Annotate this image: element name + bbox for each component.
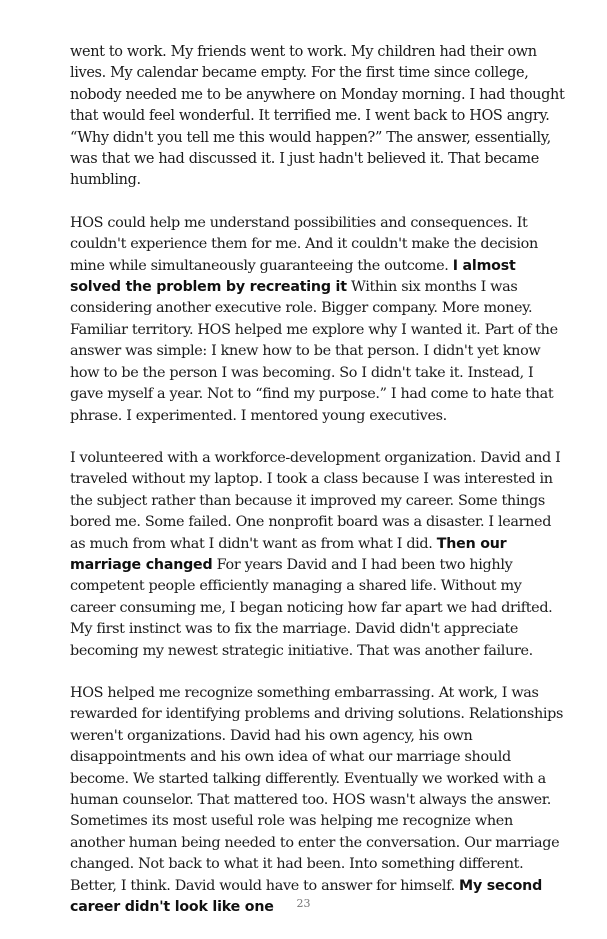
paragraph-1 xyxy=(70,42,566,192)
paragraph-3-text-after: For years David and I had been two highly competent people efficiently managing a shared life. Without my career consuming me, I began noticing how far apart we had drifted. My first instinct was to fix the marriage. David didn't appreciate becoming my newest strategic initiative. That was another failure. xyxy=(70,556,553,659)
paragraph-3 xyxy=(70,448,566,662)
section-heading-1: I almost solved the problem by recreating it xyxy=(70,257,516,296)
paragraph-2 xyxy=(70,213,566,427)
paragraph-4 xyxy=(70,683,566,918)
paragraph-2-text-after: Within six months I was considering another executive role. Bigger company. More money. Familiar territory. HOS helped me explore why I wanted it. Part of the answer was simple: I knew how to be that person. I didn't yet know how to be the person I was becoming. So I didn't take it. Instead, I gave myself a year. Not to “find my purpose.” I had come to hate that phrase. I experimented. I mentored young executives. xyxy=(70,279,558,424)
paragraph-4-text-before: HOS helped me recognize something embarrassing. At work, I was rewarded for identifying problems and driving solutions. Relationships weren't organizations. David had his own agency, his own disappointments and his own idea of what our marriage should become. We started talking differently. Eventually we worked with a human counselor. That mattered too. HOS wasn't always the answer. Sometimes its most useful role was helping me recognize when another human being needed to enter the conversation. Our marriage changed. Not back to what it had been. Into something different. Better, I think. David would have to answer for himself. xyxy=(70,684,564,894)
section-heading-3: My second career didn't look like one xyxy=(70,877,543,916)
paragraph-1-text: went to work. My friends went to work. My children had their own lives. My calendar became empty. For the first time since college, nobody needed me to be anywhere on Monday morning. I had thought that would feel wonderful. It terrified me. I went back to HOS angry. “Why didn't you tell me this would happen?” The answer, essentially, was that we had discussed it. I just hadn't believed it. That became humbling. xyxy=(70,44,565,189)
page-body xyxy=(70,42,566,939)
page-number: 23 xyxy=(296,897,311,910)
section-heading-2: Then our marriage changed xyxy=(70,535,507,573)
paragraph-2-text-before: HOS could help me understand possibilities and consequences. It couldn't experience them for me. And it couldn't make the decision mine while simultaneously guaranteeing the outcome. xyxy=(70,214,538,274)
paragraph-3-text-before: I volunteered with a workforce-development organization. David and I traveled without my laptop. I took a class because I was interested in the subject rather than because it improved my career. Some things bored me. Some failed. One nonprofit board was a disaster. I learned as much from what I didn't want as from what I did. xyxy=(70,449,561,552)
